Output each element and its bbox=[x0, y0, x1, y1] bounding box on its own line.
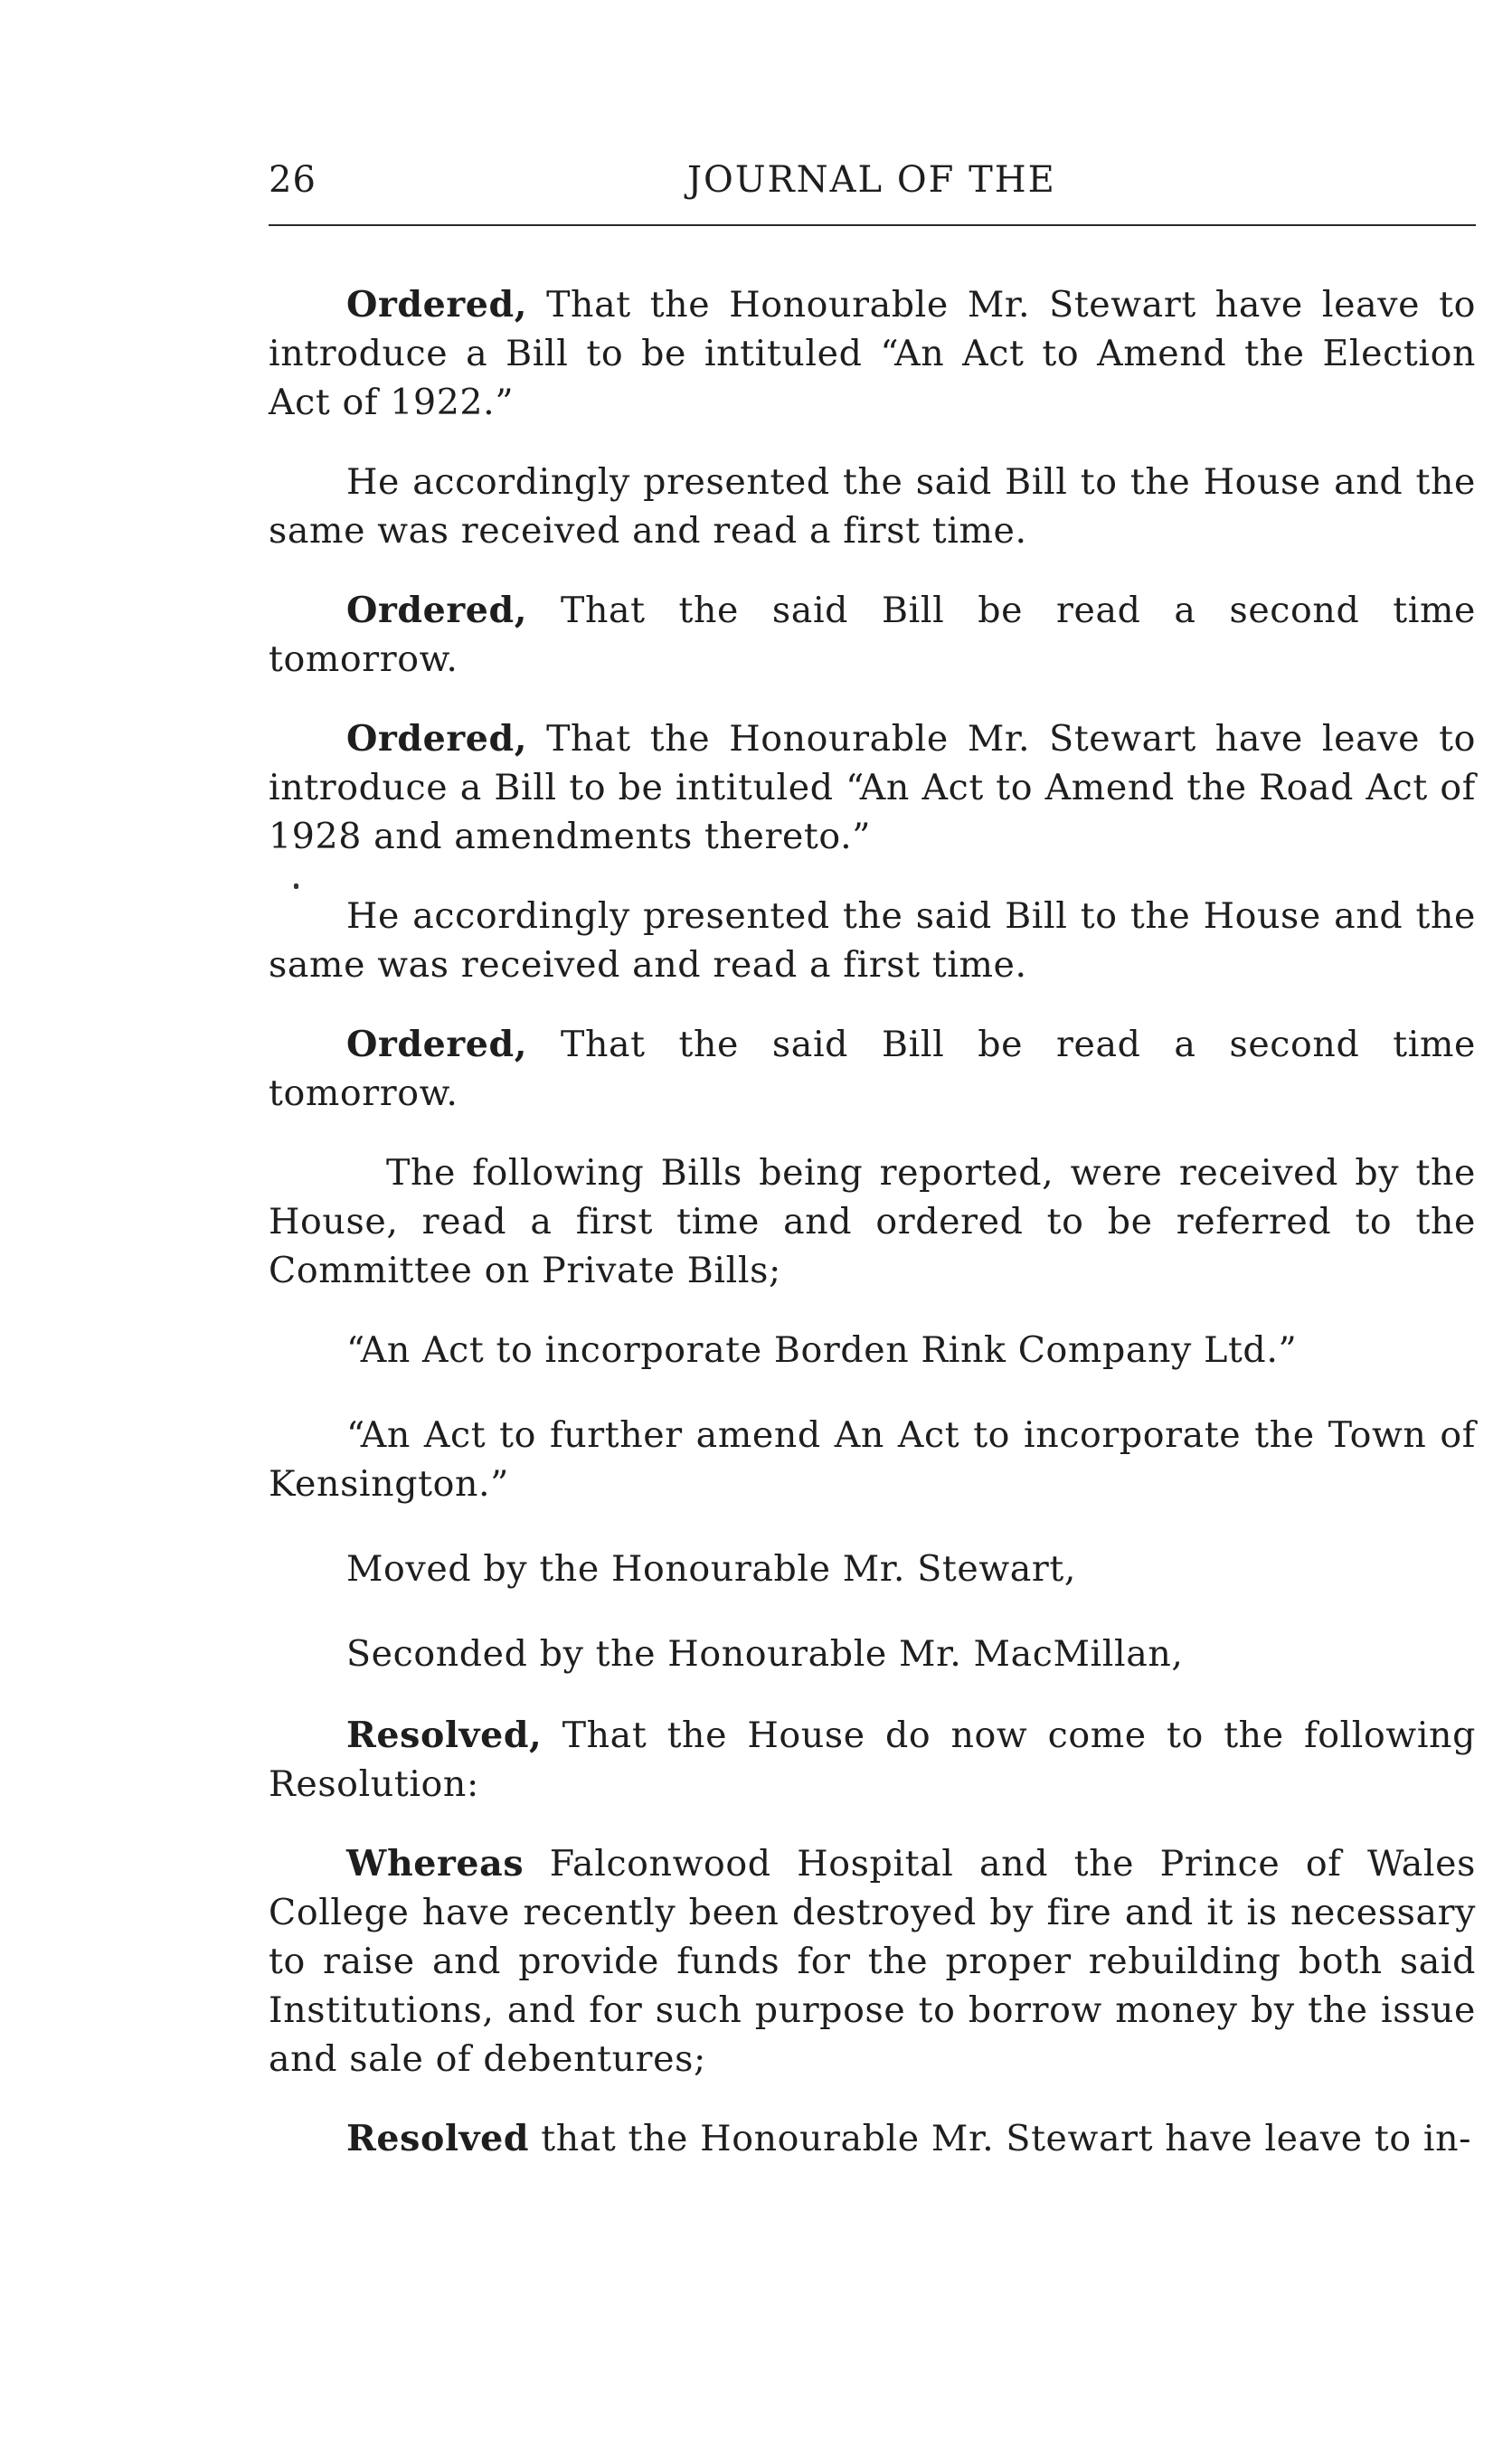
paragraph-text: Falconwood Hospital and the Prince of Wales College have recently been destroyed by fire and it is necessary to raise and provide funds for the proper rebuilding both said Institutions, and for such purpose to borrow money by the issue and sale of debentures; bbox=[269, 1843, 1476, 2080]
paragraph-ordered-second-reading bbox=[269, 586, 1476, 684]
paragraph-moved-by bbox=[269, 1545, 1476, 1593]
paragraph-text: Seconded by the Honourable Mr. MacMillan, bbox=[346, 1633, 1184, 1675]
paragraph-text: that the Honourable Mr. Stewart have leave to in- bbox=[529, 2118, 1472, 2159]
paragraph-bills-reported bbox=[269, 1148, 1476, 1295]
page-header bbox=[269, 159, 1476, 213]
paragraph-text: That the House do now come to the following Resolution: bbox=[269, 1715, 1476, 1805]
paragraph-lead: Ordered, bbox=[346, 718, 528, 760]
header-rule bbox=[269, 224, 1476, 226]
paragraph-text: “An Act to incorporate Borden Rink Company Ltd.” bbox=[346, 1329, 1298, 1371]
paragraph-text: He accordingly presented the said Bill to the House and the same was received and read a first time. bbox=[269, 461, 1476, 552]
paragraph-resolved-resolution bbox=[269, 1711, 1476, 1809]
paragraph-presented-election-bill bbox=[269, 458, 1476, 555]
paragraph-lead: Resolved, bbox=[346, 1715, 543, 1756]
paragraph-ordered-second-reading bbox=[269, 1020, 1476, 1118]
paragraph-bill-borden-rink bbox=[269, 1326, 1476, 1375]
paragraph-text: The following Bills being reported, were received by the House, read a first time and ordered to be referred to the Committee on Private Bills; bbox=[269, 1152, 1476, 1291]
paragraph-whereas bbox=[269, 1839, 1476, 2083]
paragraph-resolved-leave bbox=[269, 2114, 1476, 2163]
paragraph-lead: Ordered, bbox=[346, 1024, 528, 1065]
paragraph-ordered-road-bill bbox=[269, 714, 1476, 861]
paragraph-text: He accordingly presented the said Bill to the House and the same was received and read a first time. bbox=[269, 895, 1476, 986]
paragraph-text: That the Honourable Mr. Stewart have leave to introduce a Bill to be intituled “An Act to Amend the Election Act of 1922.” bbox=[269, 284, 1476, 423]
page-number: 26 bbox=[269, 159, 317, 201]
paragraph-text: “An Act to further amend An Act to incorporate the Town of Kensington.” bbox=[269, 1414, 1476, 1505]
paragraph-lead: Ordered, bbox=[346, 284, 528, 326]
paragraph-bill-kensington bbox=[269, 1411, 1476, 1508]
paragraph-seconded-by bbox=[269, 1630, 1476, 1678]
paragraph-ordered-election-bill bbox=[269, 280, 1476, 427]
paragraph-text: That the said Bill be read a second time tomorrow. bbox=[269, 1024, 1476, 1114]
paragraph-lead: Resolved bbox=[346, 2118, 530, 2159]
paragraph-text: Moved by the Honourable Mr. Stewart, bbox=[346, 1548, 1077, 1590]
journal-body bbox=[269, 280, 1476, 2194]
paragraph-text: That the said Bill be read a second time tomorrow. bbox=[269, 590, 1476, 680]
running-head: JOURNAL OF THE bbox=[687, 159, 1056, 201]
paragraph-text: That the Honourable Mr. Stewart have leave to introduce a Bill to be intituled “An Act to Amend the Road Act of 1928 and amendments thereto.” bbox=[269, 718, 1476, 857]
paragraph-lead: Ordered, bbox=[346, 590, 528, 631]
paragraph-lead: Whereas bbox=[346, 1843, 524, 1885]
paragraph-presented-road-bill bbox=[269, 892, 1476, 989]
